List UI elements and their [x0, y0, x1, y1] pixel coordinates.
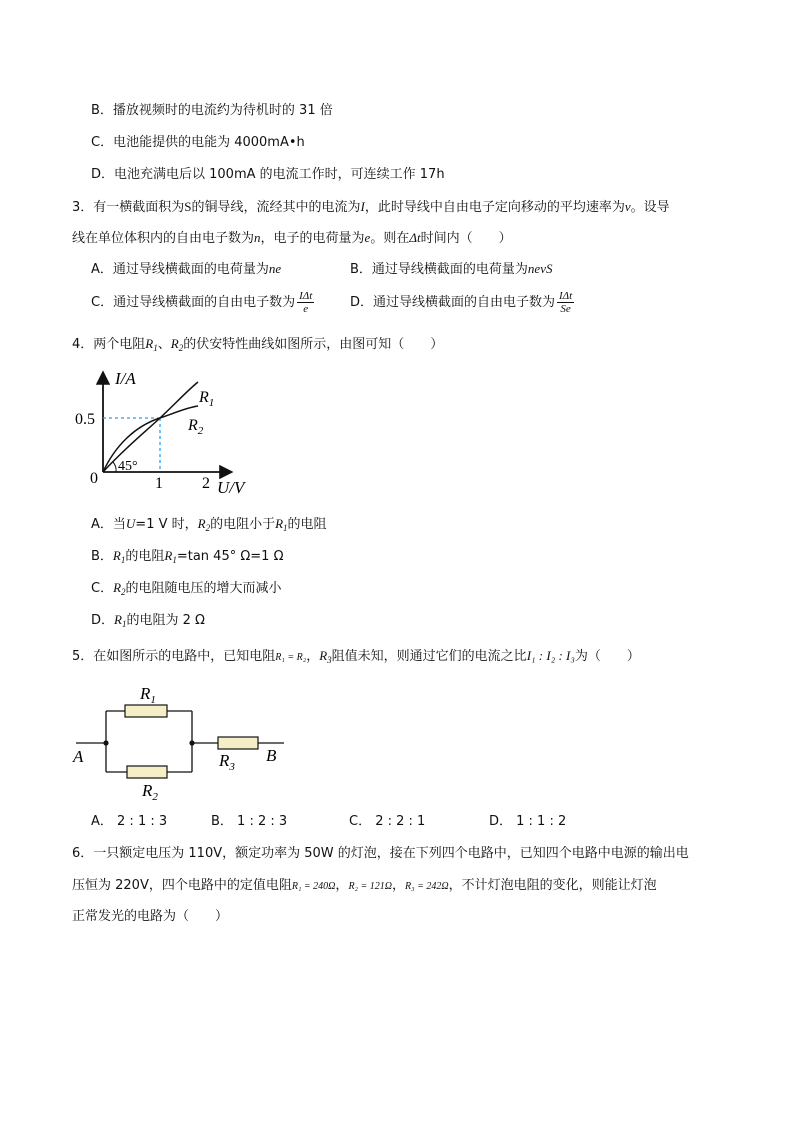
label-r1: $R_1$: [140, 684, 156, 706]
resistor-r2: [127, 766, 167, 778]
q4-option-a: A．当U=1 V 时，$R_2$的电阻小于$R_1$的电阻: [91, 516, 327, 533]
label-a: A: [73, 747, 84, 766]
curve-r1-label: $R_1$: [199, 389, 215, 409]
q6-stem-line3: 正常发光的电路为（ ）: [72, 909, 229, 924]
q3-option-d: D．通过导线横截面的自由电子数为 $\frac{\text{IΔt}}{Se}$: [350, 290, 573, 315]
q2-option-b: B．播放视频时的电流约为待机时的 31 倍: [91, 103, 333, 118]
angle-label: 45°: [118, 459, 138, 474]
resistor-r3: [218, 737, 258, 749]
q3-option-c: C．通过导线横截面的自由电子数为 $\frac{\text{IΔt}}{e}$: [91, 290, 313, 315]
label-b: B: [266, 746, 277, 765]
q5-option-a: A． 2 : 1 : 3: [91, 814, 168, 829]
q5-option-b: B． 1 : 2 : 3: [211, 814, 288, 829]
q2-option-d: D．电池充满电后以 100mA 的电流工作时，可连续工作 17h: [91, 167, 445, 182]
q3-option-c-fraction: $\frac{\text{IΔt}}{e}$: [299, 290, 313, 315]
q5-option-d: D． 1 : 1 : 2: [489, 814, 567, 829]
curve-r2-label: $R_2$: [188, 417, 204, 437]
q3-option-d-fraction: $\frac{\text{IΔt}}{Se}$: [559, 290, 573, 315]
angle-arc: [113, 462, 116, 472]
q4-option-c: C．$R_2$的电阻随电压的增大而减小: [91, 580, 282, 597]
x-axis-label: U/V: [217, 478, 245, 497]
x-tick-2-label: 2: [202, 475, 210, 492]
q4-stem: 4．两个电阻$R_1$、$R_2$的伏安特性曲线如图所示，由图可知（ ）: [72, 336, 444, 353]
q4-option-d: D．$R_1$的电阻为 2 Ω: [91, 612, 205, 629]
node-right: [189, 740, 194, 745]
iv-characteristic-graph: [70, 360, 260, 500]
circuit-diagram: [70, 680, 300, 800]
q3-stem-line2: 线在单位体积内的自由电子数为n，电子的电荷量为e。则在Δt时间内（ ）: [72, 230, 512, 246]
resistor-r1: [125, 705, 167, 717]
node-left: [103, 740, 108, 745]
y-axis-label: I/A: [115, 369, 136, 388]
q5-option-c: C． 2 : 2 : 1: [349, 814, 426, 829]
x-tick-1-label: 1: [155, 475, 163, 492]
q6-stem-line2: 压恒为 220V，四个电路中的定值电阻R₁ = 240Ω，R₂ = 121Ω，R₃ = 242Ω，不计灯泡电阻的变化，则能让灯泡: [72, 878, 657, 893]
q3-option-a: A．通过导线横截面的电荷量为ne: [91, 261, 282, 277]
y-tick-label: 0.5: [75, 411, 95, 428]
q4-option-b: B．$R_1$的电阻$R_1=\tan$ 45° Ω=1 Ω: [91, 548, 284, 565]
label-r3: $R_3$: [219, 751, 235, 773]
q3-stem-line1: 3．有一横截面积为S的铜导线，流经其中的电流为I，此时导线中自由电子定向移动的平均速率为v。设导: [72, 199, 670, 215]
q3-option-b: B．通过导线横截面的电荷量为nevS: [350, 261, 553, 277]
label-r2: $R_2$: [142, 781, 158, 800]
q6-stem-line1: 6．一只额定电压为 110V，额定功率为 50W 的灯泡，接在下列四个电路中，已知四个电路中电源的输出电: [72, 846, 689, 861]
q5-stem: 5．在如图所示的电路中，已知电阻R₁ = R₂，$R_3$阻值未知，则通过它们的电流之比I₁ : I₂ : I₃为（ ）: [72, 648, 640, 665]
origin-label: 0: [90, 470, 98, 487]
q2-option-c: C．电池能提供的电能为 4000mA•h: [91, 135, 305, 150]
